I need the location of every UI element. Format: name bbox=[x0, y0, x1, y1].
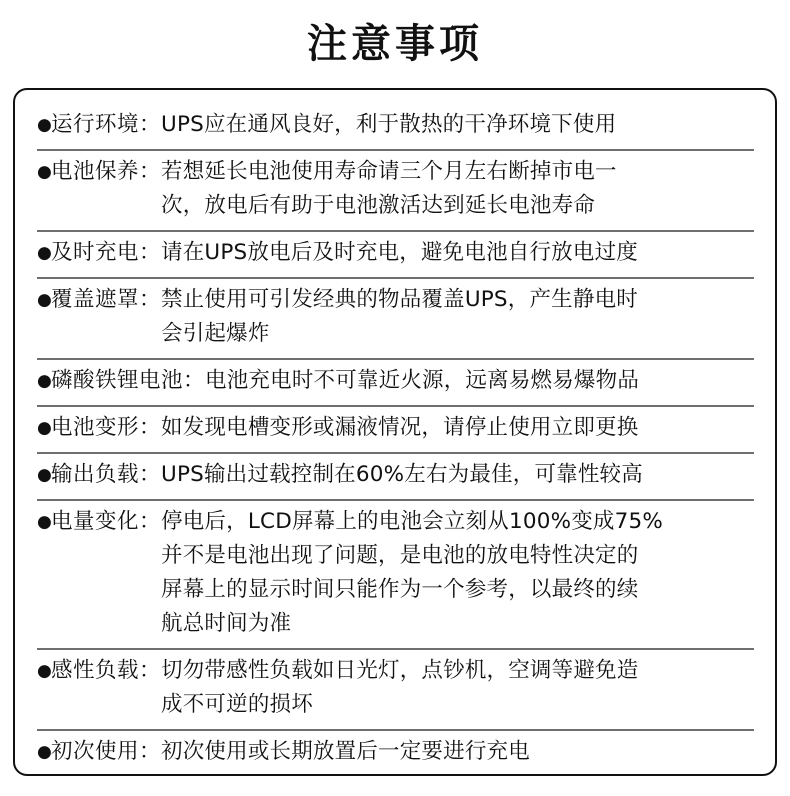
list-item-text-line: 请在UPS放电后及时充电，避免电池自行放电过度 bbox=[161, 240, 638, 265]
list-item-text-line: 航总时间为准 bbox=[161, 611, 292, 636]
bullet-icon: ● bbox=[37, 290, 52, 310]
list-item-text-line: 屏幕上的显示时间只能作为一个参考，以最终的续 bbox=[161, 577, 639, 602]
list-item-label: 电池变形： bbox=[51, 415, 162, 440]
list-item-label: 电池保养： bbox=[51, 159, 162, 184]
list-item-first-line bbox=[51, 654, 753, 688]
list-item-row bbox=[37, 411, 753, 445]
bullet-icon: ● bbox=[37, 115, 52, 135]
list-item-text-line: UPS输出过载控制在60%左右为最佳，可靠性较高 bbox=[161, 462, 643, 487]
list-item-body bbox=[51, 155, 753, 223]
bullet-icon: ● bbox=[37, 661, 52, 681]
precautions-list bbox=[15, 90, 779, 776]
list-item-row bbox=[37, 283, 753, 351]
bullet-icon: ● bbox=[37, 742, 52, 762]
list-item-label: 输出负载： bbox=[51, 462, 162, 487]
list-item-label: 感性负载： bbox=[51, 658, 162, 683]
list-item-body bbox=[51, 458, 753, 492]
list-item-row bbox=[37, 458, 753, 492]
list-item-text-line: 并不是电池出现了问题，是电池的放电特性决定的 bbox=[161, 543, 639, 568]
list-item-body bbox=[51, 654, 753, 722]
list-item-label: 电量变化： bbox=[51, 509, 162, 534]
bullet-icon: ● bbox=[37, 371, 52, 391]
list-item-body bbox=[51, 108, 753, 142]
precautions-frame bbox=[13, 88, 777, 776]
bullet-icon: ● bbox=[37, 243, 52, 263]
list-item-first-line bbox=[51, 458, 753, 492]
list-item-text-line: 如发现电槽变形或漏液情况，请停止使用立即更换 bbox=[161, 415, 639, 440]
list-item-body bbox=[51, 364, 753, 398]
list-item-first-line bbox=[51, 236, 753, 270]
bullet-icon: ● bbox=[37, 512, 52, 532]
list-item-label: 磷酸铁锂电池： bbox=[51, 368, 206, 393]
list-item-text-line: 停电后，LCD屏幕上的电池会立刻从100%变成75% bbox=[161, 509, 664, 534]
list-item-body bbox=[51, 236, 753, 270]
list-item-body bbox=[51, 505, 753, 641]
list-item-row bbox=[37, 155, 753, 223]
list-item bbox=[15, 405, 779, 452]
list-item-row bbox=[37, 364, 753, 398]
list-item-first-line bbox=[51, 505, 753, 539]
list-item-row bbox=[37, 735, 753, 769]
list-item-first-line bbox=[51, 108, 753, 142]
page-title: 注意事项 bbox=[307, 21, 483, 67]
list-item-text-line: 次，放电后有助于电池激活达到延长电池寿命 bbox=[161, 193, 596, 218]
list-item-first-line bbox=[51, 411, 753, 445]
list-item bbox=[15, 358, 779, 405]
list-item-row bbox=[37, 654, 753, 722]
list-item bbox=[15, 648, 779, 729]
bullet-icon: ● bbox=[37, 418, 52, 438]
list-item bbox=[15, 499, 779, 648]
list-item-label: 初次使用： bbox=[51, 739, 162, 764]
list-item bbox=[15, 452, 779, 499]
list-item-first-line bbox=[51, 364, 753, 398]
list-item-text-line: 电池充电时不可靠近火源，远离易燃易爆物品 bbox=[205, 368, 640, 393]
list-item bbox=[15, 230, 779, 277]
list-item bbox=[15, 729, 779, 776]
list-item bbox=[15, 149, 779, 230]
list-item-label: 运行环境： bbox=[51, 112, 162, 137]
list-item-text-line: UPS应在通风良好，利于散热的干净环境下使用 bbox=[161, 112, 617, 137]
list-item-first-line bbox=[51, 735, 753, 769]
list-item-label: 及时充电： bbox=[51, 240, 162, 265]
list-item-text-line: 会引起爆炸 bbox=[161, 321, 270, 346]
list-item-text-line: 切勿带感性负载如日光灯，点钞机，空调等避免造 bbox=[161, 658, 639, 683]
list-item-text-line: 成不可逆的损坏 bbox=[161, 692, 313, 717]
list-item-text-line: 若想延长电池使用寿命请三个月左右断掉市电一 bbox=[161, 159, 617, 184]
list-item-label: 覆盖遮罩： bbox=[51, 287, 162, 312]
list-item-row bbox=[37, 236, 753, 270]
list-item-first-line bbox=[51, 283, 753, 317]
list-item-row bbox=[37, 108, 753, 142]
bullet-icon: ● bbox=[37, 162, 52, 182]
list-item-first-line bbox=[51, 155, 753, 189]
bullet-icon: ● bbox=[37, 465, 52, 485]
list-item-body bbox=[51, 283, 753, 351]
list-item bbox=[15, 102, 779, 149]
list-item-body bbox=[51, 411, 753, 445]
list-item-body bbox=[51, 735, 753, 769]
list-item-text-line: 初次使用或长期放置后一定要进行充电 bbox=[161, 739, 530, 764]
list-item-row bbox=[37, 505, 753, 641]
list-item bbox=[15, 277, 779, 358]
list-item-text-line: 禁止使用可引发经典的物品覆盖UPS，产生静电时 bbox=[161, 287, 638, 312]
